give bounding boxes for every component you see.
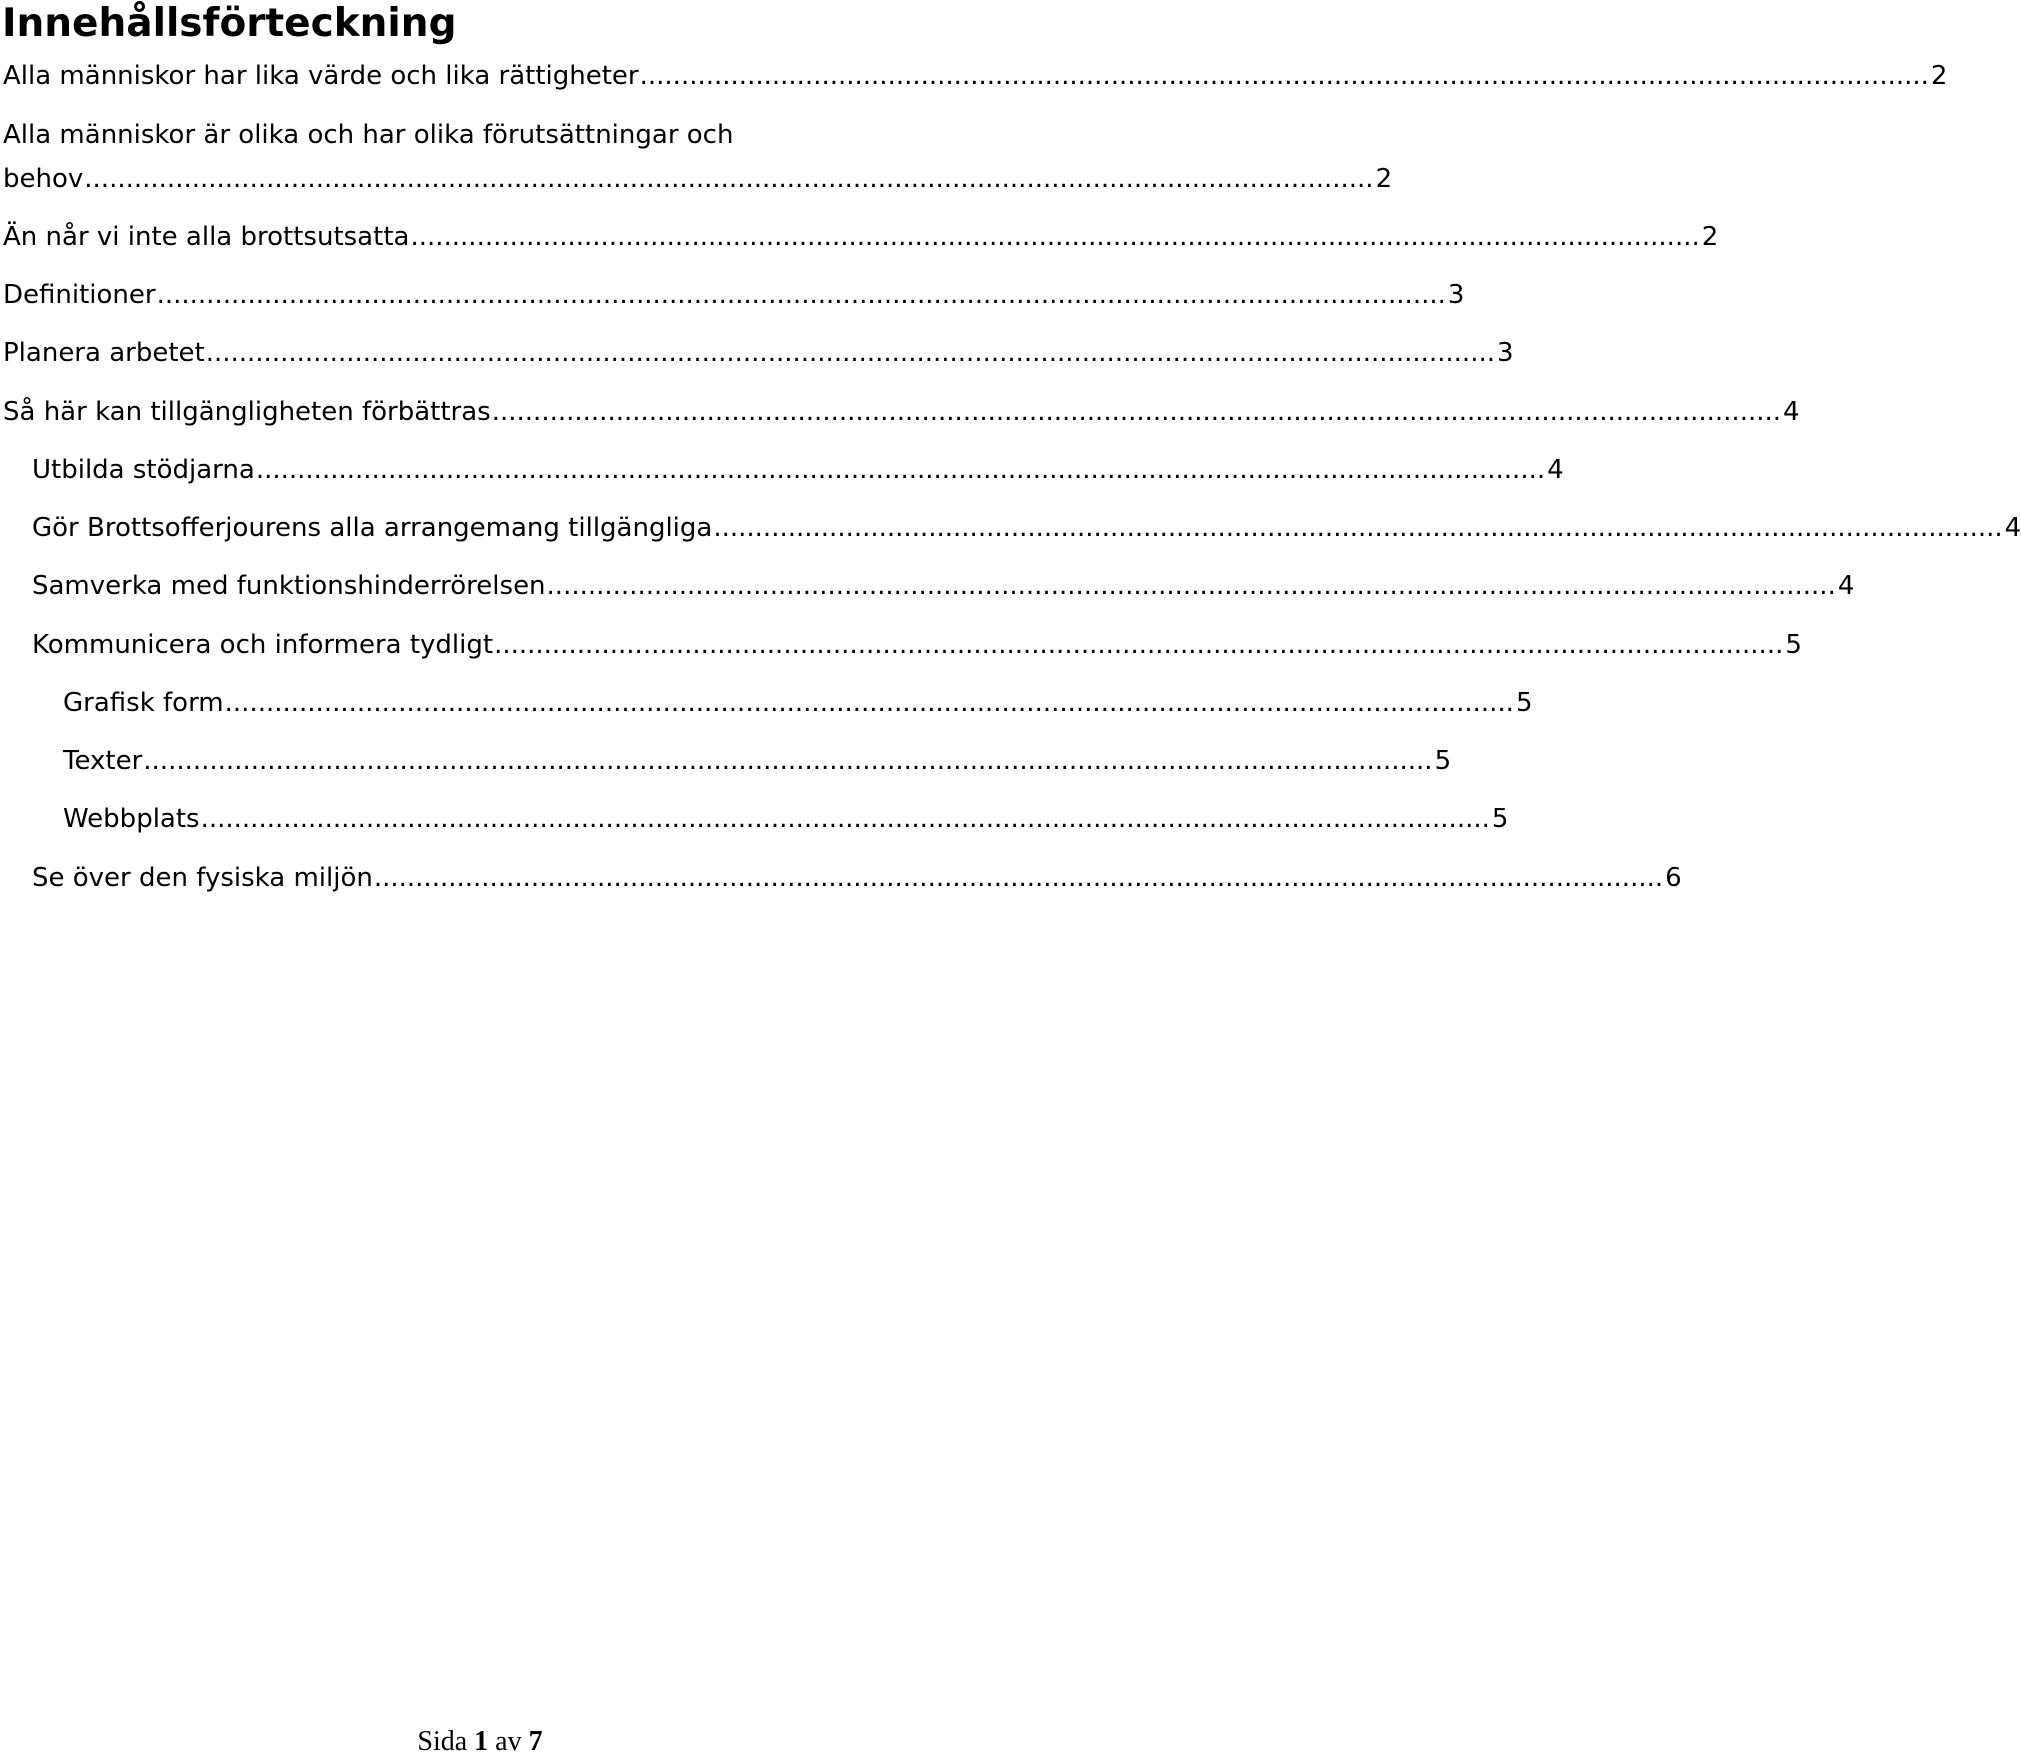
dot-leader: ............................................................................................................................................................ [410, 222, 1700, 252]
dot-leader: ............................................................................................................................................................ [546, 571, 1836, 601]
toc-entry-page: 4 [1783, 397, 1800, 427]
toc-entry-page: 5 [1515, 688, 1533, 718]
toc-entry-page: 5 [1491, 804, 1509, 834]
dot-leader: ............................................................................................................................................................ [205, 338, 1495, 368]
toc-entry[interactable] [63, 741, 1452, 781]
toc-entry-label: Grafisk form [63, 688, 224, 718]
dot-leader: ............................................................................................................................................................ [200, 804, 1490, 834]
dot-leader: ............................................................................................................................................................ [143, 746, 1433, 776]
dot-leader: ............................................................................................................................................................ [491, 397, 1782, 427]
toc-entry-page: 3 [1497, 338, 1514, 368]
toc-entry-label: Planera arbetet [3, 338, 205, 368]
toc-entry[interactable] [32, 625, 1802, 665]
toc-entry[interactable] [3, 392, 1800, 432]
toc-entry[interactable] [32, 508, 2021, 548]
toc-entry-page: 5 [1785, 630, 1802, 660]
footer-av-label: av [495, 1726, 522, 1757]
footer-total-pages: 7 [528, 1726, 543, 1757]
toc-entry[interactable] [63, 799, 1509, 839]
toc-entry-label: Definitioner [3, 280, 156, 310]
toc-entry-label: Utbilda stödjarna [32, 455, 255, 485]
toc-entry[interactable] [32, 450, 1564, 490]
toc-entry[interactable] [3, 217, 1719, 257]
dot-leader: ............................................................................................................................................................ [494, 630, 1784, 660]
toc-entry-page: 2 [1701, 222, 1719, 252]
dot-leader: ............................................................................................................................................................ [713, 513, 2003, 543]
toc-entry-page: 4 [2004, 513, 2021, 543]
toc-entry[interactable] [32, 858, 1682, 898]
footer-current-page: 1 [474, 1726, 489, 1757]
dot-leader: ............................................................................................................................................................ [373, 863, 1664, 893]
dot-leader: ............................................................................................................................................................ [84, 164, 1374, 194]
page-footer [0, 1725, 960, 1759]
toc-entry-label: Kommunicera och informera tydligt [32, 630, 494, 660]
toc-entry-page: 4 [1547, 455, 1564, 485]
toc-entry-label: Alla människor har lika värde och lika rättigheter [3, 61, 639, 91]
footer-sida-label: Sida [417, 1726, 468, 1757]
toc-entry-label: Än når vi inte alla brottsutsatta [3, 222, 410, 252]
toc-entry[interactable] [63, 683, 1533, 723]
toc-entry[interactable] [3, 115, 957, 155]
dot-leader: ............................................................................................................................................................ [639, 61, 1929, 91]
toc-title: Innehållsförteckning [2, 1, 457, 46]
toc-entry[interactable] [32, 566, 1855, 606]
toc-entry-label: Alla människor är olika och har olika förutsättningar och [3, 120, 734, 150]
toc-entry-label: Se över den fysiska miljön [32, 863, 373, 893]
toc-entry-page: 5 [1434, 746, 1452, 776]
toc-entry-page: 2 [1930, 61, 1948, 91]
toc-entry-page: 3 [1447, 280, 1465, 310]
toc-entry-label: Samverka med funktionshinderrörelsen [32, 571, 546, 601]
toc-entry-page: 2 [1375, 164, 1393, 194]
toc-entry-page: 6 [1665, 863, 1682, 893]
toc-entry[interactable] [3, 275, 1465, 315]
dot-leader: ............................................................................................................................................................ [224, 688, 1514, 718]
toc-entry[interactable] [3, 56, 1948, 96]
toc-entry-label: Webbplats [63, 804, 200, 834]
dot-leader: ............................................................................................................................................................ [156, 280, 1446, 310]
dot-leader: ............................................................................................................................................................ [255, 455, 1546, 485]
toc-entry-page: 4 [1837, 571, 1855, 601]
toc-entry-label: Gör Brottsofferjourens alla arrangemang tillgängliga [32, 513, 713, 543]
toc-entry[interactable] [3, 333, 1514, 373]
toc-entry-label: Så här kan tillgängligheten förbättras [3, 397, 491, 427]
toc-entry[interactable] [3, 159, 1393, 199]
toc-entry-label: Texter [63, 746, 143, 776]
toc-entry-label: behov [3, 164, 84, 194]
